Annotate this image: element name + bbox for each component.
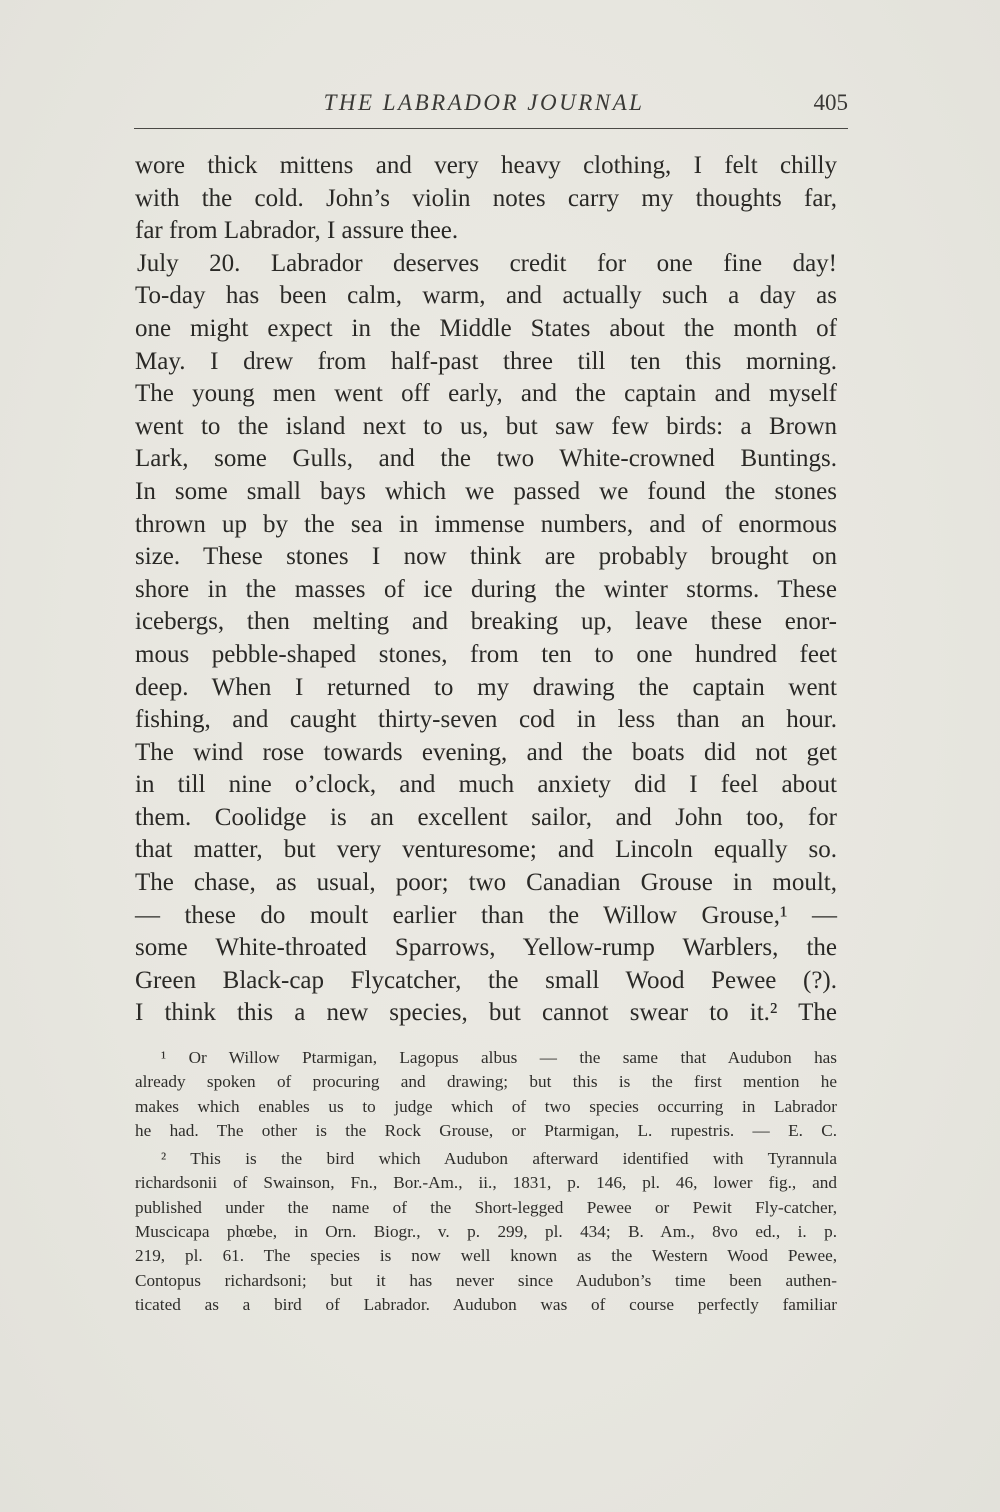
body-line: deep. When I returned to my drawing the captain went <box>135 673 837 701</box>
footnote-1-line: ¹ Or Willow Ptarmigan, Lagopus albus — the same that Audubon has <box>161 1048 837 1067</box>
body-line: shore in the masses of ice during the winter storms. These <box>135 575 837 603</box>
body-line: with the cold. John’s violin notes carry my thoughts far, <box>135 184 837 212</box>
body-line: went to the island next to us, but saw few birds: a Brown <box>135 412 837 440</box>
footnote-2-line: Muscicapa phœbe, in Orn. Biogr., v. p. 299, pl. 434; B. Am., 8vo ed., i. p. <box>135 1222 837 1242</box>
running-title: THE LABRADOR JOURNAL <box>323 90 645 115</box>
footnote-2-line: 219, pl. 61. The species is now well known as the Western Wood Pewee, <box>135 1246 837 1266</box>
body-line: mous pebble-shaped stones, from ten to one hundred feet <box>135 640 837 668</box>
body-line: thrown up by the sea in immense numbers, and of enormous <box>135 510 837 538</box>
body-line: The young men went off early, and the captain and myself <box>135 380 837 408</box>
page-number: 405 <box>813 90 848 115</box>
body-line: far from Labrador, I assure thee. <box>135 217 459 245</box>
footnote-1-line: already spoken of procuring and drawing; but this is the first mention he <box>135 1072 837 1092</box>
body-line: The wind rose towards evening, and the boats did not get <box>135 738 837 766</box>
running-head <box>134 86 848 126</box>
body-line: The chase, as usual, poor; two Canadian Grouse in moult, <box>135 869 837 897</box>
body-line: Green Black-cap Flycatcher, the small Wood Pewee (?). <box>135 966 837 994</box>
body-line: Lark, some Gulls, and the two White-crowned Buntings. <box>135 445 837 473</box>
body-line: May. I drew from half-past three till ten this morning. <box>135 347 837 375</box>
body-line: — these do moult earlier than the Willow Grouse,¹ — <box>135 901 837 929</box>
body-line: one might expect in the Middle States about the month of <box>135 314 837 342</box>
body-line: I think this a new species, but cannot swear to it.² The <box>135 999 837 1027</box>
body-line: some White-throated Sparrows, Yellow-rump Warblers, the <box>135 934 837 962</box>
body-line: wore thick mittens and very heavy clothing, I felt chilly <box>135 152 837 179</box>
body-line: fishing, and caught thirty-seven cod in less than an hour. <box>135 706 837 734</box>
footnote-2-line: Contopus richardsoni; but it has never since Audubon’s time been authen- <box>135 1270 837 1290</box>
footnote-2-line: ticated as a bird of Labrador. Audubon was of course perfectly familiar <box>135 1294 837 1314</box>
body-line: them. Coolidge is an excellent sailor, and John too, for <box>135 803 837 831</box>
body-line: icebergs, then melting and breaking up, leave these enor- <box>135 608 837 636</box>
body-line: To-day has been calm, warm, and actually such a day as <box>135 282 837 310</box>
body-line: size. These stones I now think are probably brought on <box>135 543 837 571</box>
body-line: in till nine o’clock, and much anxiety did I feel about <box>135 771 837 799</box>
body-line: In some small bays which we passed we found the stones <box>135 477 837 505</box>
footnote-2-line: ² This is the bird which Audubon afterward identified with Tyrannula <box>161 1149 837 1169</box>
footnote-2-line: published under the name of the Short-legged Pewee or Pewit Fly-catcher, <box>135 1197 837 1217</box>
body-line: that matter, but very venturesome; and Lincoln equally so. <box>135 836 837 864</box>
footnote-1-line: he had. The other is the Rock Grouse, or Ptarmigan, L. rupestris. — E. C. <box>135 1120 837 1140</box>
header-rule <box>134 128 848 129</box>
footnote-1-line: makes which enables us to judge which of two species occurring in Labrador <box>135 1096 837 1116</box>
body-text <box>135 150 837 1030</box>
footnote-2-line: richardsonii of Swainson, Fn., Bor.-Am., ii., 1831, p. 146, pl. 46, lower fig., and <box>135 1173 837 1193</box>
footnotes <box>135 1046 837 1317</box>
body-line-dated: July 20. Labrador deserves credit for one fine day! <box>137 249 837 277</box>
